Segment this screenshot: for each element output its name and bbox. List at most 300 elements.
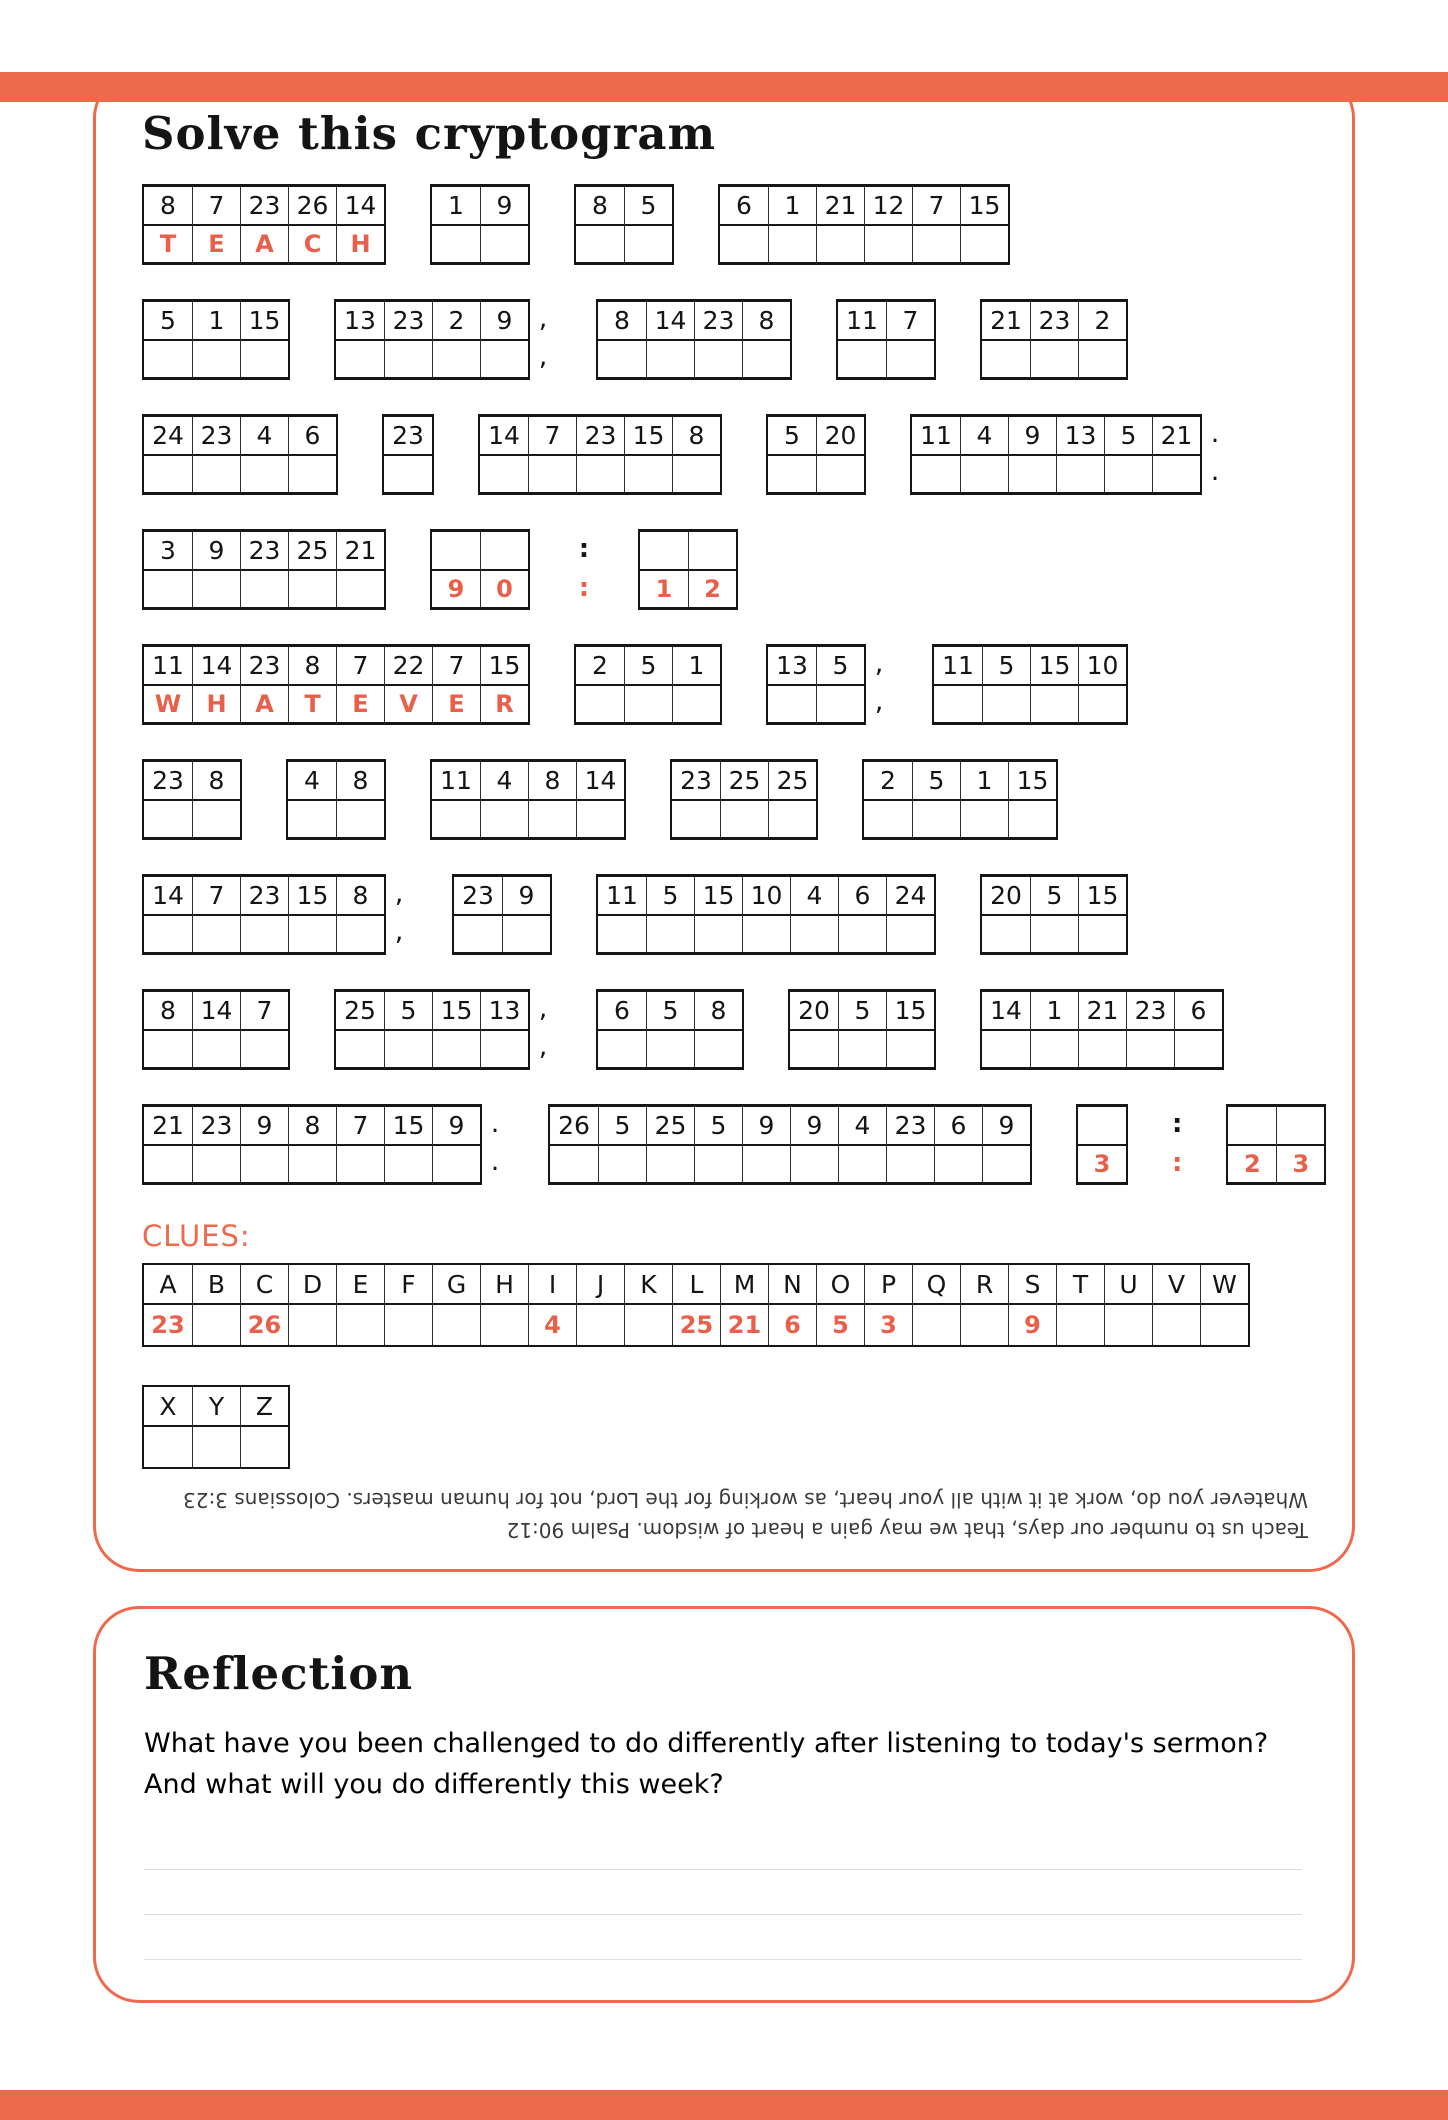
cryptogram-row: [142, 299, 1308, 380]
cipher-column: [646, 1107, 694, 1182]
cipher-column: [432, 532, 480, 607]
cipher-column: [432, 647, 480, 722]
cipher-column: [192, 532, 240, 607]
answer-cell[interactable]: [454, 914, 502, 952]
answer-cell[interactable]: [982, 914, 1030, 952]
cipher-column: [694, 877, 742, 952]
word-group: [334, 299, 552, 380]
word-boxes: [596, 299, 792, 380]
answer-cell[interactable]: [695, 1029, 742, 1067]
answer-cell: H: [193, 684, 240, 722]
answer-cell[interactable]: [647, 914, 694, 952]
clue-letter-cell: E: [352, 1269, 369, 1299]
word-group: [142, 989, 290, 1070]
word-boxes: [766, 644, 866, 725]
cipher-column: [288, 877, 336, 952]
word-group: [910, 414, 1224, 495]
cipher-column: [694, 302, 742, 377]
answer-cell[interactable]: [144, 914, 192, 952]
clue-value-cell[interactable]: [1153, 1303, 1200, 1345]
cipher-column: [982, 1107, 1030, 1182]
cipher-number-cell: 8: [710, 996, 727, 1025]
answer-cell[interactable]: [598, 1029, 646, 1067]
cipher-column: [192, 417, 240, 492]
cipher-number-cell: 5: [400, 996, 417, 1025]
word-group: [932, 644, 1128, 725]
reflection-title: Reflection: [144, 1647, 414, 1700]
answer-cell[interactable]: [647, 1029, 694, 1067]
cipher-column: [672, 647, 720, 722]
cipher-column: [1078, 992, 1126, 1067]
answer-cell[interactable]: [791, 914, 838, 952]
cipher-column: [886, 302, 934, 377]
answer-cell[interactable]: [289, 454, 336, 492]
answer-cell[interactable]: [1105, 454, 1152, 492]
cipher-number-cell: 9: [518, 881, 535, 910]
answer-cell[interactable]: [144, 1029, 192, 1067]
word-group: [1076, 1104, 1128, 1185]
cipher-number-cell: 25: [776, 766, 809, 795]
answer-cell[interactable]: [887, 1029, 934, 1067]
clue-value-cell[interactable]: [385, 1303, 432, 1345]
answer-cell[interactable]: [385, 339, 432, 377]
answer-cell[interactable]: [529, 799, 576, 837]
answer-cell[interactable]: [193, 914, 240, 952]
cipher-number-cell: 2: [1094, 306, 1111, 335]
answer-cell[interactable]: [433, 1029, 480, 1067]
clue-value-cell[interactable]: [961, 1303, 1008, 1345]
cipher-column: [1078, 647, 1126, 722]
answer-cell[interactable]: [144, 569, 192, 607]
cipher-column: [672, 417, 720, 492]
cryptogram-row: [142, 529, 1308, 610]
cipher-number-cell: 14: [200, 651, 233, 680]
clue-letter-cell: T: [1072, 1269, 1089, 1299]
clue-letter-cell: V: [1167, 1269, 1186, 1299]
answer-cell[interactable]: [982, 339, 1030, 377]
answer-cell[interactable]: [144, 454, 192, 492]
clue-column: [1056, 1265, 1104, 1345]
clue-letter-cell: S: [1024, 1269, 1041, 1299]
answer-cell[interactable]: [550, 1144, 598, 1182]
answer-cell[interactable]: [1127, 1029, 1174, 1067]
cipher-column: [288, 417, 336, 492]
answer-cell: 2: [689, 569, 736, 607]
cipher-column: [336, 187, 384, 262]
answer-cell: C: [289, 224, 336, 262]
clue-value-cell[interactable]: [337, 1303, 384, 1345]
answer-cell[interactable]: [289, 1144, 336, 1182]
answer-cell[interactable]: [864, 799, 912, 837]
answer-cell[interactable]: [480, 454, 528, 492]
answer-cell[interactable]: [647, 339, 694, 377]
answer-cell: H: [337, 224, 384, 262]
answer-cell[interactable]: [961, 799, 1008, 837]
cipher-column: [336, 762, 384, 837]
word-boxes: [142, 759, 242, 840]
answer-cell[interactable]: [743, 1144, 790, 1182]
answer-cell[interactable]: [673, 454, 720, 492]
answer-cell[interactable]: [241, 569, 288, 607]
word-group: [382, 414, 434, 495]
answer-cell[interactable]: [625, 684, 672, 722]
writing-line[interactable]: [144, 1959, 1302, 1960]
answer-cell[interactable]: [336, 1029, 384, 1067]
cipher-column: [886, 992, 934, 1067]
answer-cell[interactable]: [1009, 799, 1056, 837]
answer-cell[interactable]: [839, 1029, 886, 1067]
answer-cell[interactable]: [1079, 684, 1126, 722]
cipher-number-cell: 7: [902, 306, 919, 335]
cipher-number-cell: 11: [152, 651, 184, 680]
cipher-number-cell: 8: [758, 306, 775, 335]
cipher-number-cell: 23: [462, 881, 494, 910]
punctuation: . .: [1210, 418, 1220, 487]
answer-cell[interactable]: [695, 1144, 742, 1182]
answer-cell[interactable]: [838, 339, 886, 377]
cipher-column: [960, 417, 1008, 492]
answer-cell[interactable]: [193, 1029, 240, 1067]
cipher-number-cell: 8: [352, 766, 369, 795]
verse-answers-upside-down: [142, 1485, 1308, 1545]
answer-cell[interactable]: [241, 914, 288, 952]
answer-cell[interactable]: [625, 454, 672, 492]
answer-cell[interactable]: [790, 1029, 838, 1067]
answer-cell[interactable]: [433, 339, 480, 377]
answer-cell[interactable]: [481, 339, 528, 377]
cipher-column: [480, 762, 528, 837]
clue-value-cell[interactable]: [241, 1425, 288, 1467]
cipher-column: [336, 302, 384, 377]
word-group: [670, 759, 818, 840]
cipher-column: [640, 532, 688, 607]
clue-column: [1152, 1265, 1200, 1345]
answer-cell[interactable]: [935, 1144, 982, 1182]
answer-cell[interactable]: [193, 339, 240, 377]
cipher-column: [1008, 762, 1056, 837]
cipher-column: [288, 187, 336, 262]
cipher-number-cell: [689, 532, 736, 569]
answer-cell[interactable]: [865, 224, 912, 262]
answer-cell[interactable]: [241, 1029, 288, 1067]
cipher-column: [886, 877, 934, 952]
answer-cell[interactable]: [1031, 339, 1078, 377]
cipher-number-cell: 9: [448, 1111, 465, 1140]
answer-cell[interactable]: [576, 684, 624, 722]
cipher-number-cell: 4: [496, 766, 513, 795]
answer-cell[interactable]: [769, 224, 816, 262]
answer-cell[interactable]: [839, 914, 886, 952]
answer-cell[interactable]: [1031, 914, 1078, 952]
answer-cell[interactable]: [982, 1029, 1030, 1067]
clue-column: [672, 1265, 720, 1345]
clue-value-cell[interactable]: [913, 1303, 960, 1345]
word-group: [334, 989, 552, 1070]
answer-cell[interactable]: [817, 224, 864, 262]
answer-cell[interactable]: [385, 1144, 432, 1182]
answer-cell[interactable]: [241, 1144, 288, 1182]
answer-cell: 3: [1277, 1144, 1324, 1182]
answer-cell[interactable]: [384, 454, 432, 492]
answer-cell[interactable]: [721, 799, 768, 837]
cipher-number-cell: 13: [488, 996, 521, 1025]
verse-answer-line: Whatever you do, work at it with all your heart, as working for the Lord, not for human masters. Colossians 3:23: [183, 1488, 1308, 1512]
cipher-number-cell: 7: [928, 191, 945, 220]
answer-cell[interactable]: [336, 339, 384, 377]
clue-letter-cell: Q: [926, 1269, 947, 1299]
answer-cell[interactable]: [1175, 1029, 1222, 1067]
cipher-column: [1174, 992, 1222, 1067]
answer-cell[interactable]: [432, 224, 480, 262]
word-boxes: [382, 414, 434, 495]
answer-cell[interactable]: [432, 799, 480, 837]
cipher-number-cell: 15: [894, 996, 927, 1025]
cipher-column: [240, 417, 288, 492]
cryptogram-row: [142, 874, 1308, 955]
punctuation: , ,: [538, 993, 548, 1062]
cipher-column: [192, 647, 240, 722]
answer-cell[interactable]: [695, 914, 742, 952]
answer-cell[interactable]: [337, 569, 384, 607]
answer-cell[interactable]: [433, 1144, 480, 1182]
answer-cell[interactable]: [768, 454, 816, 492]
cipher-number-cell: 7: [208, 881, 225, 910]
cipher-column: [240, 1107, 288, 1182]
bottom-border-bar: [0, 2090, 1448, 2120]
answer-cell[interactable]: [577, 799, 624, 837]
answer-cell[interactable]: [1031, 684, 1078, 722]
answer-cell[interactable]: [839, 1144, 886, 1182]
cipher-column: [240, 532, 288, 607]
answer-cell[interactable]: [672, 799, 720, 837]
answer-cell[interactable]: [887, 1144, 934, 1182]
answer-cell[interactable]: [288, 799, 336, 837]
answer-cell[interactable]: [577, 454, 624, 492]
cipher-column: [384, 992, 432, 1067]
answer-cell[interactable]: [961, 224, 1008, 262]
answer-cell[interactable]: [1079, 914, 1126, 952]
cipher-number-cell: 14: [152, 881, 184, 910]
answer-cell[interactable]: [817, 454, 864, 492]
answer-cell[interactable]: [961, 454, 1008, 492]
answer-cell[interactable]: [289, 569, 336, 607]
cipher-number-cell: 25: [296, 536, 329, 565]
answer-cell[interactable]: [695, 339, 742, 377]
cipher-number-cell: 8: [160, 191, 176, 220]
cipher-column: [480, 187, 528, 262]
cipher-number-cell: 8: [160, 996, 176, 1025]
cipher-number-cell: 14: [654, 306, 687, 335]
cipher-number-cell: [432, 532, 480, 569]
writing-line[interactable]: [144, 1869, 1302, 1870]
answer-cell[interactable]: [817, 684, 864, 722]
cipher-column: [912, 187, 960, 262]
answer-cell[interactable]: [529, 454, 576, 492]
cipher-column: [432, 992, 480, 1067]
answer-cell[interactable]: [576, 224, 624, 262]
writing-line[interactable]: [144, 1914, 1302, 1915]
answer-cell[interactable]: [144, 1144, 192, 1182]
answer-cell[interactable]: [481, 1029, 528, 1067]
clue-value-cell[interactable]: [625, 1303, 672, 1345]
cipher-number-cell: 15: [248, 306, 281, 335]
answer-cell[interactable]: [983, 684, 1030, 722]
answer-cell[interactable]: [934, 684, 982, 722]
cipher-number-cell: 15: [968, 191, 1001, 220]
answer-cell[interactable]: [193, 454, 240, 492]
answer-cell[interactable]: [743, 914, 790, 952]
answer-cell[interactable]: [768, 684, 816, 722]
cipher-number-cell: 26: [558, 1111, 590, 1140]
clue-value-cell[interactable]: [144, 1425, 192, 1467]
cipher-number-cell: 25: [654, 1111, 687, 1140]
answer-cell[interactable]: [625, 224, 672, 262]
cipher-number-cell: 8: [592, 191, 608, 220]
cipher-number-cell: 22: [392, 651, 425, 680]
answer-cell[interactable]: [791, 1144, 838, 1182]
cipher-column: [288, 532, 336, 607]
answer-cell[interactable]: [193, 569, 240, 607]
clue-column: [240, 1387, 288, 1467]
word-boxes: [142, 644, 530, 725]
cipher-number-cell: 8: [304, 1111, 321, 1140]
clue-value-cell[interactable]: [481, 1303, 528, 1345]
reflection-question: What have you been challenged to do differently after listening to today's sermon? And what will you do differently this week?: [144, 1728, 1269, 1800]
clue-letter-cell: I: [548, 1269, 557, 1299]
cipher-number-cell: 7: [448, 651, 465, 680]
cipher-number-cell: 8: [208, 766, 225, 795]
answer-cell[interactable]: [1153, 454, 1200, 492]
cipher-number-cell: 5: [662, 996, 679, 1025]
word-boxes: [670, 759, 818, 840]
clue-value-cell[interactable]: [1201, 1303, 1248, 1345]
clue-value-cell[interactable]: [1057, 1303, 1104, 1345]
clue-column: [960, 1265, 1008, 1345]
cipher-number-cell: 5: [998, 651, 1015, 680]
cipher-column: [240, 187, 288, 262]
word-group: [596, 989, 744, 1070]
answer-cell[interactable]: [1031, 1029, 1078, 1067]
answer-cell: A: [241, 684, 288, 722]
clue-column: [816, 1265, 864, 1345]
answer-cell[interactable]: [337, 799, 384, 837]
cipher-number-cell: 7: [352, 1111, 369, 1140]
cipher-column: [336, 877, 384, 952]
cipher-number-cell: 13: [776, 651, 808, 680]
cipher-number-cell: 4: [976, 421, 993, 450]
answer-cell: E: [337, 684, 384, 722]
answer-cell[interactable]: [599, 1144, 646, 1182]
clue-value-cell[interactable]: [289, 1303, 336, 1345]
clue-value-cell[interactable]: [193, 1303, 240, 1345]
answer-cell[interactable]: [1079, 1029, 1126, 1067]
cipher-column: [336, 532, 384, 607]
answer-cell[interactable]: [769, 799, 816, 837]
answer-cell[interactable]: [144, 799, 192, 837]
cipher-number-cell: 5: [160, 306, 176, 335]
answer-cell[interactable]: [193, 1144, 240, 1182]
cipher-column: [144, 187, 192, 262]
word-group: [638, 529, 738, 610]
cipher-column: [1126, 992, 1174, 1067]
answer-cell[interactable]: [337, 1144, 384, 1182]
cipher-column: [912, 417, 960, 492]
cipher-column: [672, 762, 720, 837]
cipher-number-cell: 1: [976, 766, 993, 795]
word-group: [430, 184, 530, 265]
clue-letter-cell: Z: [255, 1391, 274, 1421]
answer-cell[interactable]: [1009, 454, 1056, 492]
clue-value-cell[interactable]: [577, 1303, 624, 1345]
clue-letter-cell: U: [1119, 1269, 1138, 1299]
answer-cell[interactable]: [337, 914, 384, 952]
cipher-column: [192, 187, 240, 262]
answer-cell[interactable]: [385, 1029, 432, 1067]
answer-cell[interactable]: [193, 799, 240, 837]
cipher-column: [192, 302, 240, 377]
word-boxes: [142, 529, 386, 610]
answer-cell[interactable]: [912, 454, 960, 492]
answer-cell[interactable]: [647, 1144, 694, 1182]
cipher-column: [720, 762, 768, 837]
cipher-column: [624, 187, 672, 262]
answer-cell[interactable]: [241, 454, 288, 492]
clue-letter-cell: H: [495, 1269, 514, 1299]
answer-cell[interactable]: [887, 339, 934, 377]
answer-cell[interactable]: [913, 224, 960, 262]
word-group: [980, 299, 1128, 380]
answer-cell[interactable]: [720, 224, 768, 262]
answer-cell[interactable]: [598, 914, 646, 952]
word-group: [430, 759, 626, 840]
answer-cell[interactable]: [1057, 454, 1104, 492]
answer-cell[interactable]: [481, 799, 528, 837]
clue-value-cell[interactable]: [193, 1425, 240, 1467]
answer-cell[interactable]: [144, 339, 192, 377]
cipher-number-cell: 11: [846, 306, 878, 335]
answer-cell[interactable]: [673, 684, 720, 722]
word-boxes: [1076, 1104, 1128, 1185]
answer-cell[interactable]: [887, 914, 934, 952]
clue-column: [432, 1265, 480, 1345]
cipher-column: [934, 1107, 982, 1182]
clue-value-cell[interactable]: [433, 1303, 480, 1345]
cipher-number-cell: 5: [854, 996, 871, 1025]
word-boxes: [142, 989, 290, 1070]
answer-cell[interactable]: [503, 914, 550, 952]
answer-cell[interactable]: [983, 1144, 1030, 1182]
cipher-column: [480, 532, 528, 607]
answer-cell[interactable]: [289, 914, 336, 952]
answer-cell: A: [241, 224, 288, 262]
cipher-number-cell: 1: [688, 651, 705, 680]
cipher-number-cell: 23: [702, 306, 735, 335]
cipher-number-cell: 9: [758, 1111, 775, 1140]
answer-cell[interactable]: [241, 339, 288, 377]
answer-cell[interactable]: [743, 339, 790, 377]
answer-cell[interactable]: [481, 224, 528, 262]
answer-cell[interactable]: [598, 339, 646, 377]
cipher-column: [480, 417, 528, 492]
clue-value-cell[interactable]: [1105, 1303, 1152, 1345]
cipher-number-cell: 23: [248, 881, 281, 910]
answer-cell[interactable]: [913, 799, 960, 837]
cipher-number-cell: 7: [256, 996, 273, 1025]
verse-colon: : :: [1172, 1108, 1183, 1178]
cipher-number-cell: 8: [352, 881, 369, 910]
clue-column: [528, 1265, 576, 1345]
answer-cell[interactable]: [1079, 339, 1126, 377]
